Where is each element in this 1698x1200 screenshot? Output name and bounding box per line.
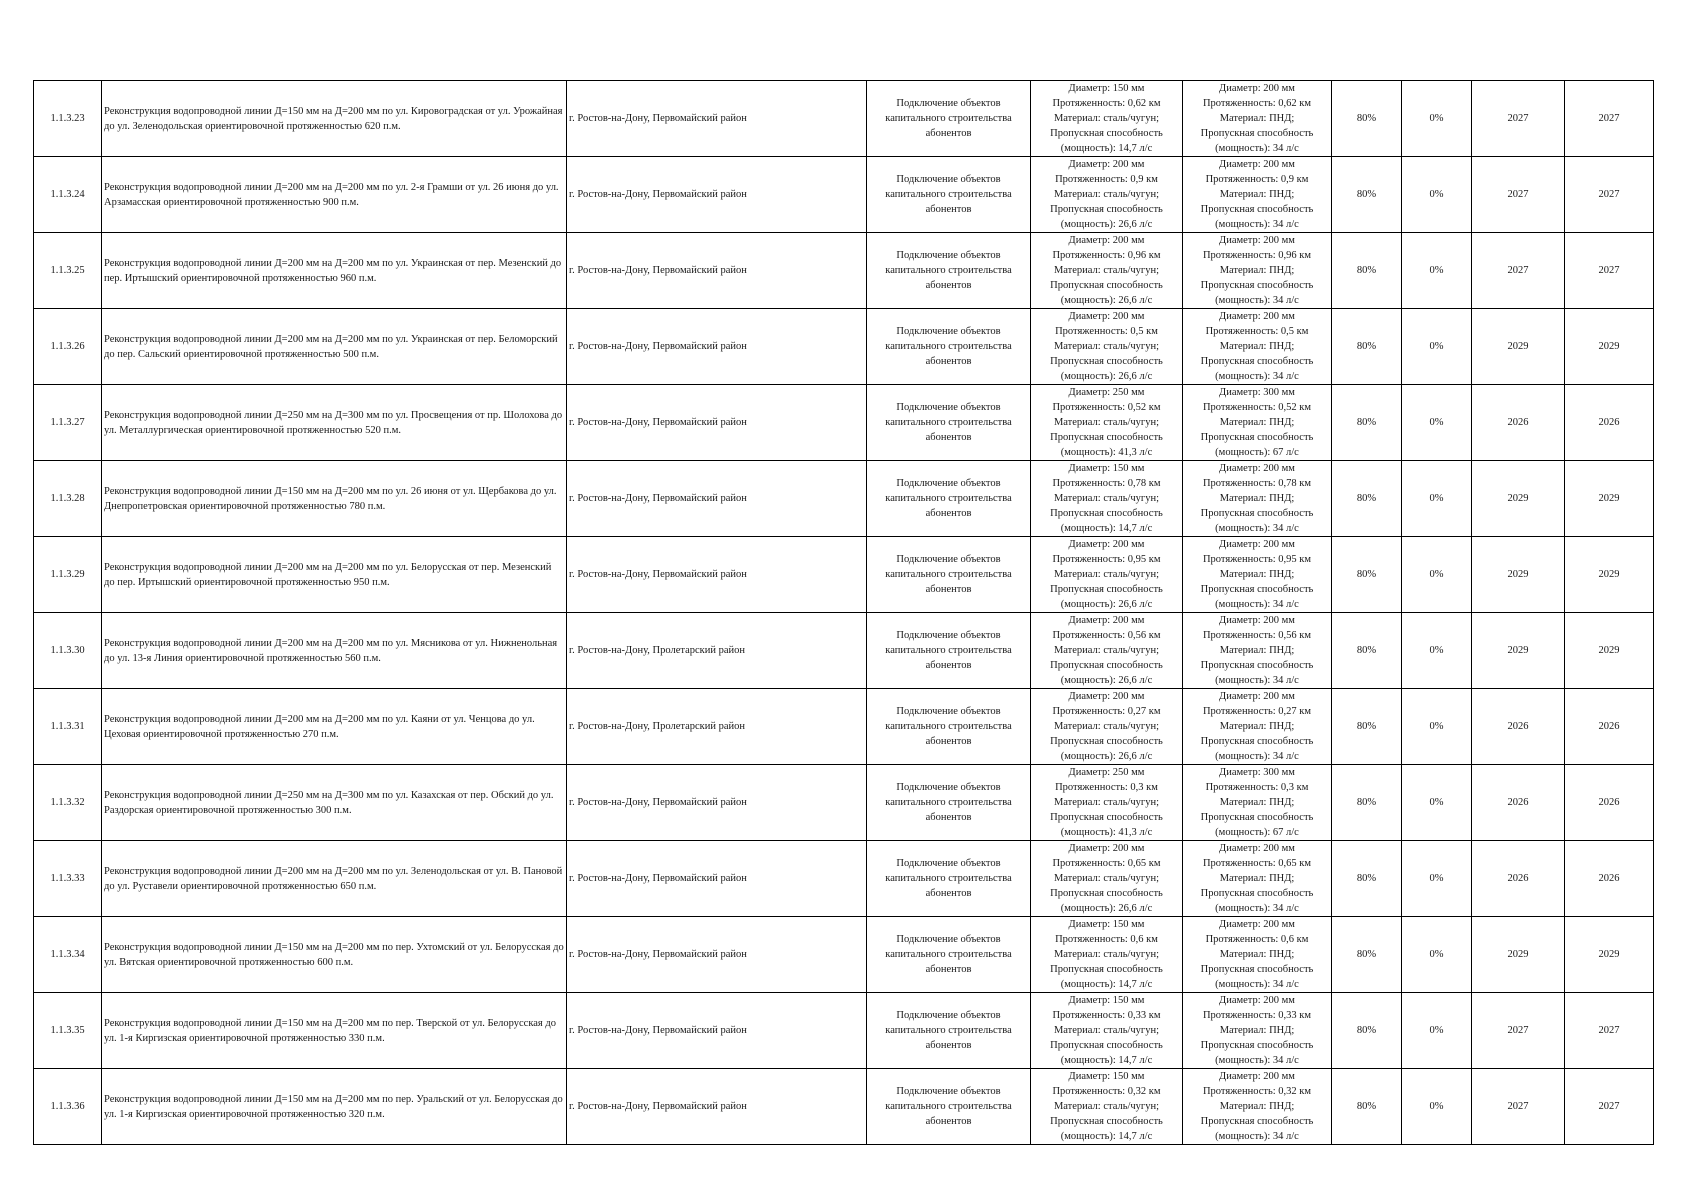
- parameters-after-line: Пропускная способность: [1200, 812, 1314, 823]
- parameters-after-line: Диаметр: 200 мм: [1219, 995, 1295, 1006]
- parameters-before-line: Диаметр: 200 мм: [1068, 843, 1145, 854]
- location-cell: г. Ростов-на-Дону, Первомайский район: [567, 765, 867, 841]
- parameters-before-line: Диаметр: 200 мм: [1068, 539, 1145, 550]
- table-row: [34, 613, 1654, 689]
- parameters-before-line: Диаметр: 200 мм: [1068, 235, 1145, 246]
- parameters-after-cell: [1183, 81, 1332, 157]
- parameters-before-line: Диаметр: 150 мм: [1068, 919, 1145, 930]
- work-description-cell: Реконструкция водопроводной линии Д=200 мм на Д=200 мм по ул. Мясникова от ул. Нижненольная до ул. 13-я Линия ориентировочной протяженностью 560 п.м.: [102, 613, 567, 689]
- parameters-after-line: Материал: ПНД;: [1219, 721, 1295, 732]
- end-year-cell: 2029: [1565, 461, 1654, 537]
- work-description-cell: Реконструкция водопроводной линии Д=250 мм на Д=300 мм по ул. Казахская от пер. Обский до ул. Раздорская ориентировочной протяженностью 300 п.м.: [102, 765, 567, 841]
- work-description-cell: Реконструкция водопроводной линии Д=150 мм на Д=200 мм по пер. Тверской от ул. Белорусская до ул. 1-я Киргизская ориентировочной протяженностью 330 п.м.: [102, 993, 567, 1069]
- table-row: [34, 537, 1654, 613]
- location-cell: г. Ростов-на-Дону, Первомайский район: [567, 157, 867, 233]
- work-description-cell: Реконструкция водопроводной линии Д=250 мм на Д=300 мм по ул. Просвещения от пр. Шолохова до ул. Металлургическая ориентировочной протяженностью 520 п.м.: [102, 385, 567, 461]
- parameters-before-line: (мощность): 41,3 л/с: [1060, 447, 1153, 458]
- parameters-after-line: Материал: ПНД;: [1219, 569, 1295, 580]
- purpose-cell: Подключение объектов капитального строительства абонентов: [867, 385, 1031, 461]
- parameters-after-line: Диаметр: 200 мм: [1219, 463, 1295, 474]
- parameters-after-line: Материал: ПНД;: [1219, 1025, 1295, 1036]
- table-row: [34, 81, 1654, 157]
- purpose-cell: Подключение объектов капитального строительства абонентов: [867, 157, 1031, 233]
- parameters-after-line: Протяженность: 0,78 км: [1202, 478, 1312, 489]
- table-row: [34, 993, 1654, 1069]
- parameters-before-line: Протяженность: 0,56 км: [1052, 630, 1161, 641]
- parameters-before-line: Пропускная способность: [1050, 128, 1163, 139]
- parameters-after-line: (мощность): 34 л/с: [1215, 143, 1299, 154]
- parameters-after-line: Диаметр: 200 мм: [1219, 1071, 1295, 1082]
- start-year-cell: 2029: [1472, 917, 1565, 993]
- parameters-after-cell: [1183, 841, 1332, 917]
- start-year-cell: 2026: [1472, 385, 1565, 461]
- parameters-after-line: Пропускная способность: [1200, 736, 1314, 747]
- parameters-before-line: (мощность): 26,6 л/с: [1060, 751, 1153, 762]
- parameters-before-line: Материал: сталь/чугун;: [1053, 645, 1160, 656]
- wear-before-cell: 80%: [1332, 1069, 1402, 1145]
- parameters-after-line: Пропускная способность: [1200, 964, 1314, 975]
- purpose-cell: Подключение объектов капитального строительства абонентов: [867, 537, 1031, 613]
- parameters-before-line: Протяженность: 0,96 км: [1052, 250, 1161, 261]
- table-row: [34, 157, 1654, 233]
- parameters-before-line: Протяженность: 0,62 км: [1052, 98, 1161, 109]
- wear-before-cell: 80%: [1332, 385, 1402, 461]
- wear-after-cell: 0%: [1402, 81, 1472, 157]
- parameters-after-line: (мощность): 34 л/с: [1215, 979, 1299, 990]
- purpose-cell: Подключение объектов капитального строительства абонентов: [867, 1069, 1031, 1145]
- start-year-cell: 2027: [1472, 233, 1565, 309]
- parameters-after-line: (мощность): 34 л/с: [1215, 751, 1299, 762]
- table-row: [34, 1069, 1654, 1145]
- parameters-before-line: (мощность): 14,7 л/с: [1060, 523, 1153, 534]
- purpose-cell: Подключение объектов капитального строительства абонентов: [867, 461, 1031, 537]
- start-year-cell: 2029: [1472, 537, 1565, 613]
- parameters-before-line: (мощность): 14,7 л/с: [1060, 1131, 1153, 1142]
- parameters-before-cell: [1031, 917, 1183, 993]
- wear-after-cell: 0%: [1402, 993, 1472, 1069]
- end-year-cell: 2029: [1565, 917, 1654, 993]
- parameters-before-line: Пропускная способность: [1050, 280, 1163, 291]
- parameters-before-line: Материал: сталь/чугун;: [1053, 797, 1160, 808]
- item-number-cell: 1.1.3.24: [34, 157, 102, 233]
- parameters-after-line: Материал: ПНД;: [1219, 493, 1295, 504]
- wear-before-cell: 80%: [1332, 309, 1402, 385]
- parameters-after-cell: [1183, 1069, 1332, 1145]
- work-description-cell: Реконструкция водопроводной линии Д=200 мм на Д=200 мм по ул. Украинская от пер. Мезенский до пер. Иртышский ориентировочной протяженностью 960 п.м.: [102, 233, 567, 309]
- parameters-before-line: Диаметр: 200 мм: [1068, 691, 1145, 702]
- end-year-cell: 2027: [1565, 233, 1654, 309]
- wear-after-cell: 0%: [1402, 689, 1472, 765]
- wear-after-cell: 0%: [1402, 157, 1472, 233]
- investment-program-table: [33, 80, 1654, 1145]
- parameters-before-cell: [1031, 157, 1183, 233]
- table-row: [34, 233, 1654, 309]
- parameters-before-cell: [1031, 385, 1183, 461]
- parameters-before-line: (мощность): 14,7 л/с: [1060, 143, 1153, 154]
- parameters-after-line: Материал: ПНД;: [1219, 873, 1295, 884]
- wear-before-cell: 80%: [1332, 765, 1402, 841]
- parameters-after-line: Протяженность: 0,32 км: [1202, 1086, 1312, 1097]
- parameters-before-line: Пропускная способность: [1050, 660, 1163, 671]
- parameters-after-line: (мощность): 34 л/с: [1215, 219, 1299, 230]
- item-number-cell: 1.1.3.31: [34, 689, 102, 765]
- parameters-after-line: Диаметр: 200 мм: [1219, 691, 1295, 702]
- purpose-cell: Подключение объектов капитального строительства абонентов: [867, 765, 1031, 841]
- parameters-before-cell: [1031, 537, 1183, 613]
- end-year-cell: 2027: [1565, 81, 1654, 157]
- wear-after-cell: 0%: [1402, 461, 1472, 537]
- wear-before-cell: 80%: [1332, 81, 1402, 157]
- location-cell: г. Ростов-на-Дону, Первомайский район: [567, 537, 867, 613]
- parameters-before-line: Протяженность: 0,52 км: [1052, 402, 1161, 413]
- parameters-after-line: Протяженность: 0,96 км: [1202, 250, 1312, 261]
- parameters-after-line: Пропускная способность: [1200, 1116, 1314, 1127]
- table-row: [34, 841, 1654, 917]
- location-cell: г. Ростов-на-Дону, Первомайский район: [567, 309, 867, 385]
- start-year-cell: 2027: [1472, 81, 1565, 157]
- parameters-before-line: Материал: сталь/чугун;: [1053, 873, 1160, 884]
- location-cell: г. Ростов-на-Дону, Первомайский район: [567, 461, 867, 537]
- parameters-before-line: Диаметр: 150 мм: [1068, 463, 1145, 474]
- wear-after-cell: 0%: [1402, 917, 1472, 993]
- parameters-after-line: Протяженность: 0,56 км: [1202, 630, 1312, 641]
- parameters-after-line: (мощность): 67 л/с: [1215, 447, 1299, 458]
- parameters-before-line: Протяженность: 0,3 км: [1055, 782, 1158, 793]
- parameters-after-line: Диаметр: 200 мм: [1219, 615, 1295, 626]
- parameters-before-cell: [1031, 81, 1183, 157]
- parameters-before-line: (мощность): 26,6 л/с: [1060, 599, 1153, 610]
- parameters-before-line: Диаметр: 200 мм: [1068, 311, 1145, 322]
- parameters-before-line: Диаметр: 150 мм: [1068, 83, 1145, 94]
- parameters-after-line: Пропускная способность: [1200, 356, 1314, 367]
- start-year-cell: 2027: [1472, 993, 1565, 1069]
- start-year-cell: 2027: [1472, 1069, 1565, 1145]
- parameters-before-cell: [1031, 461, 1183, 537]
- work-description-cell: Реконструкция водопроводной линии Д=150 мм на Д=200 мм по ул. 26 июня от ул. Щербакова до ул. Днепропетровская ориентировочной протяженностью 780 п.м.: [102, 461, 567, 537]
- item-number-cell: 1.1.3.28: [34, 461, 102, 537]
- purpose-cell: Подключение объектов капитального строительства абонентов: [867, 993, 1031, 1069]
- parameters-after-line: Пропускная способность: [1200, 280, 1314, 291]
- parameters-after-cell: [1183, 613, 1332, 689]
- parameters-before-line: Пропускная способность: [1050, 432, 1163, 443]
- parameters-after-cell: [1183, 157, 1332, 233]
- wear-before-cell: 80%: [1332, 917, 1402, 993]
- parameters-before-line: (мощность): 14,7 л/с: [1060, 979, 1153, 990]
- parameters-after-line: Протяженность: 0,95 км: [1202, 554, 1312, 565]
- purpose-cell: Подключение объектов капитального строительства абонентов: [867, 917, 1031, 993]
- parameters-after-line: (мощность): 34 л/с: [1215, 675, 1299, 686]
- item-number-cell: 1.1.3.35: [34, 993, 102, 1069]
- parameters-after-line: Диаметр: 300 мм: [1219, 387, 1295, 398]
- parameters-after-line: Протяженность: 0,9 км: [1205, 174, 1309, 185]
- parameters-after-line: Протяженность: 0,5 км: [1205, 326, 1309, 337]
- location-cell: г. Ростов-на-Дону, Первомайский район: [567, 385, 867, 461]
- table-row: [34, 765, 1654, 841]
- parameters-before-line: Протяженность: 0,95 км: [1052, 554, 1161, 565]
- parameters-after-line: Диаметр: 200 мм: [1219, 919, 1295, 930]
- wear-before-cell: 80%: [1332, 689, 1402, 765]
- parameters-before-line: Материал: сталь/чугун;: [1053, 493, 1160, 504]
- parameters-after-line: Протяженность: 0,65 км: [1202, 858, 1312, 869]
- item-number-cell: 1.1.3.30: [34, 613, 102, 689]
- parameters-before-line: Диаметр: 150 мм: [1068, 995, 1145, 1006]
- parameters-before-line: Протяженность: 0,6 км: [1055, 934, 1158, 945]
- parameters-after-line: Материал: ПНД;: [1219, 797, 1295, 808]
- parameters-before-line: (мощность): 26,6 л/с: [1060, 295, 1153, 306]
- end-year-cell: 2026: [1565, 385, 1654, 461]
- parameters-before-line: Диаметр: 150 мм: [1068, 1071, 1145, 1082]
- parameters-before-line: Пропускная способность: [1050, 1040, 1163, 1051]
- parameters-before-line: Пропускная способность: [1050, 508, 1163, 519]
- parameters-before-cell: [1031, 613, 1183, 689]
- wear-before-cell: 80%: [1332, 233, 1402, 309]
- end-year-cell: 2027: [1565, 157, 1654, 233]
- start-year-cell: 2026: [1472, 841, 1565, 917]
- parameters-before-cell: [1031, 1069, 1183, 1145]
- parameters-before-line: Протяженность: 0,9 км: [1055, 174, 1158, 185]
- start-year-cell: 2029: [1472, 613, 1565, 689]
- parameters-before-line: Материал: сталь/чугун;: [1053, 569, 1160, 580]
- parameters-before-line: Материал: сталь/чугун;: [1053, 265, 1160, 276]
- wear-after-cell: 0%: [1402, 841, 1472, 917]
- parameters-after-cell: [1183, 461, 1332, 537]
- parameters-before-line: Материал: сталь/чугун;: [1053, 417, 1160, 428]
- parameters-after-line: Протяженность: 0,27 км: [1202, 706, 1312, 717]
- parameters-after-line: Протяженность: 0,62 км: [1202, 98, 1312, 109]
- parameters-after-line: (мощность): 34 л/с: [1215, 903, 1299, 914]
- parameters-after-line: Пропускная способность: [1200, 1040, 1314, 1051]
- start-year-cell: 2027: [1472, 157, 1565, 233]
- parameters-after-cell: [1183, 537, 1332, 613]
- location-cell: г. Ростов-на-Дону, Первомайский район: [567, 993, 867, 1069]
- work-description-cell: Реконструкция водопроводной линии Д=200 мм на Д=200 мм по ул. Белорусская от пер. Мезенский до пер. Иртышский ориентировочной протяженностью 950 п.м.: [102, 537, 567, 613]
- parameters-after-line: Пропускная способность: [1200, 432, 1314, 443]
- parameters-before-line: Пропускная способность: [1050, 736, 1163, 747]
- parameters-before-line: Материал: сталь/чугун;: [1053, 189, 1160, 200]
- parameters-after-line: Протяженность: 0,52 км: [1202, 402, 1312, 413]
- parameters-before-line: (мощность): 41,3 л/с: [1060, 827, 1153, 838]
- wear-after-cell: 0%: [1402, 537, 1472, 613]
- end-year-cell: 2027: [1565, 993, 1654, 1069]
- wear-after-cell: 0%: [1402, 1069, 1472, 1145]
- parameters-after-line: Диаметр: 200 мм: [1219, 159, 1295, 170]
- parameters-after-line: Протяженность: 0,33 км: [1202, 1010, 1312, 1021]
- parameters-before-line: Материал: сталь/чугун;: [1053, 113, 1160, 124]
- item-number-cell: 1.1.3.32: [34, 765, 102, 841]
- table-row: [34, 917, 1654, 993]
- work-description-cell: Реконструкция водопроводной линии Д=200 мм на Д=200 мм по ул. Каяни от ул. Ченцова до ул. Цеховая ориентировочной протяженностью 270 п.м.: [102, 689, 567, 765]
- parameters-before-line: Диаметр: 250 мм: [1068, 387, 1145, 398]
- item-number-cell: 1.1.3.25: [34, 233, 102, 309]
- purpose-cell: Подключение объектов капитального строительства абонентов: [867, 309, 1031, 385]
- parameters-after-line: (мощность): 34 л/с: [1215, 371, 1299, 382]
- end-year-cell: 2026: [1565, 841, 1654, 917]
- parameters-after-line: Пропускная способность: [1200, 660, 1314, 671]
- end-year-cell: 2026: [1565, 765, 1654, 841]
- parameters-before-line: Протяженность: 0,5 км: [1055, 326, 1158, 337]
- end-year-cell: 2026: [1565, 689, 1654, 765]
- parameters-after-line: Диаметр: 200 мм: [1219, 83, 1295, 94]
- wear-before-cell: 80%: [1332, 841, 1402, 917]
- parameters-after-line: Пропускная способность: [1200, 204, 1314, 215]
- parameters-after-line: Протяженность: 0,3 км: [1205, 782, 1309, 793]
- wear-before-cell: 80%: [1332, 461, 1402, 537]
- parameters-before-cell: [1031, 233, 1183, 309]
- parameters-after-line: Пропускная способность: [1200, 508, 1314, 519]
- parameters-after-line: Диаметр: 200 мм: [1219, 843, 1295, 854]
- parameters-after-cell: [1183, 309, 1332, 385]
- parameters-before-line: Диаметр: 250 мм: [1068, 767, 1145, 778]
- parameters-before-line: (мощность): 26,6 л/с: [1060, 675, 1153, 686]
- parameters-before-line: Протяженность: 0,65 км: [1052, 858, 1161, 869]
- location-cell: г. Ростов-на-Дону, Пролетарский район: [567, 689, 867, 765]
- parameters-before-line: (мощность): 14,7 л/с: [1060, 1055, 1153, 1066]
- parameters-before-line: (мощность): 26,6 л/с: [1060, 371, 1153, 382]
- location-cell: г. Ростов-на-Дону, Первомайский район: [567, 1069, 867, 1145]
- item-number-cell: 1.1.3.34: [34, 917, 102, 993]
- parameters-after-line: Материал: ПНД;: [1219, 417, 1295, 428]
- wear-before-cell: 80%: [1332, 157, 1402, 233]
- parameters-before-line: Пропускная способность: [1050, 204, 1163, 215]
- parameters-before-line: Пропускная способность: [1050, 1116, 1163, 1127]
- parameters-after-line: (мощность): 34 л/с: [1215, 295, 1299, 306]
- wear-before-cell: 80%: [1332, 993, 1402, 1069]
- start-year-cell: 2029: [1472, 309, 1565, 385]
- purpose-cell: Подключение объектов капитального строительства абонентов: [867, 613, 1031, 689]
- work-description-cell: Реконструкция водопроводной линии Д=200 мм на Д=200 мм по ул. Украинская от пер. Беломорский до пер. Сальский ориентировочной протяженностью 500 п.м.: [102, 309, 567, 385]
- parameters-after-line: (мощность): 34 л/с: [1215, 1055, 1299, 1066]
- parameters-after-line: Материал: ПНД;: [1219, 189, 1295, 200]
- parameters-after-line: Материал: ПНД;: [1219, 949, 1295, 960]
- table-body: [34, 81, 1654, 1145]
- parameters-after-line: Пропускная способность: [1200, 584, 1314, 595]
- end-year-cell: 2029: [1565, 537, 1654, 613]
- parameters-after-line: (мощность): 34 л/с: [1215, 599, 1299, 610]
- parameters-before-cell: [1031, 993, 1183, 1069]
- parameters-before-line: Диаметр: 200 мм: [1068, 615, 1145, 626]
- item-number-cell: 1.1.3.29: [34, 537, 102, 613]
- parameters-before-cell: [1031, 841, 1183, 917]
- purpose-cell: Подключение объектов капитального строительства абонентов: [867, 233, 1031, 309]
- parameters-after-line: (мощность): 67 л/с: [1215, 827, 1299, 838]
- parameters-after-line: Протяженность: 0,6 км: [1205, 934, 1309, 945]
- end-year-cell: 2029: [1565, 309, 1654, 385]
- wear-before-cell: 80%: [1332, 613, 1402, 689]
- wear-after-cell: 0%: [1402, 613, 1472, 689]
- parameters-after-line: Пропускная способность: [1200, 128, 1314, 139]
- parameters-after-line: Диаметр: 200 мм: [1219, 311, 1295, 322]
- end-year-cell: 2029: [1565, 613, 1654, 689]
- location-cell: г. Ростов-на-Дону, Первомайский район: [567, 841, 867, 917]
- parameters-after-line: (мощность): 34 л/с: [1215, 1131, 1299, 1142]
- parameters-after-line: Диаметр: 200 мм: [1219, 539, 1295, 550]
- parameters-after-line: Диаметр: 200 мм: [1219, 235, 1295, 246]
- work-description-cell: Реконструкция водопроводной линии Д=200 мм на Д=200 мм по ул. 2-я Грамши от ул. 26 июня до ул. Арзамасская ориентировочной протяженностью 900 п.м.: [102, 157, 567, 233]
- wear-after-cell: 0%: [1402, 309, 1472, 385]
- purpose-cell: Подключение объектов капитального строительства абонентов: [867, 689, 1031, 765]
- parameters-after-cell: [1183, 233, 1332, 309]
- work-description-cell: Реконструкция водопроводной линии Д=150 мм на Д=200 мм по ул. Кировоградская от ул. Урожайная до ул. Зеленодольская ориентировочной протяженностью 620 п.м.: [102, 81, 567, 157]
- parameters-before-line: Пропускная способность: [1050, 584, 1163, 595]
- parameters-after-cell: [1183, 765, 1332, 841]
- parameters-after-line: Диаметр: 300 мм: [1219, 767, 1295, 778]
- parameters-after-line: (мощность): 34 л/с: [1215, 523, 1299, 534]
- parameters-before-line: Диаметр: 200 мм: [1068, 159, 1145, 170]
- table-row: [34, 385, 1654, 461]
- wear-after-cell: 0%: [1402, 233, 1472, 309]
- parameters-before-line: Пропускная способность: [1050, 888, 1163, 899]
- wear-after-cell: 0%: [1402, 385, 1472, 461]
- parameters-after-line: Пропускная способность: [1200, 888, 1314, 899]
- location-cell: г. Ростов-на-Дону, Первомайский район: [567, 81, 867, 157]
- parameters-before-cell: [1031, 309, 1183, 385]
- work-description-cell: Реконструкция водопроводной линии Д=150 мм на Д=200 мм по пер. Ухтомский от ул. Белорусская до ул. Вятская ориентировочной протяженностью 600 п.м.: [102, 917, 567, 993]
- table-row: [34, 461, 1654, 537]
- item-number-cell: 1.1.3.33: [34, 841, 102, 917]
- table-row: [34, 689, 1654, 765]
- parameters-before-line: Протяженность: 0,78 км: [1052, 478, 1161, 489]
- parameters-after-cell: [1183, 385, 1332, 461]
- location-cell: г. Ростов-на-Дону, Первомайский район: [567, 233, 867, 309]
- parameters-before-line: Протяженность: 0,32 км: [1052, 1086, 1161, 1097]
- start-year-cell: 2026: [1472, 689, 1565, 765]
- item-number-cell: 1.1.3.23: [34, 81, 102, 157]
- parameters-after-cell: [1183, 993, 1332, 1069]
- parameters-before-line: Протяженность: 0,27 км: [1052, 706, 1161, 717]
- end-year-cell: 2027: [1565, 1069, 1654, 1145]
- item-number-cell: 1.1.3.27: [34, 385, 102, 461]
- parameters-before-line: Пропускная способность: [1050, 356, 1163, 367]
- parameters-after-line: Материал: ПНД;: [1219, 265, 1295, 276]
- parameters-before-line: (мощность): 26,6 л/с: [1060, 903, 1153, 914]
- parameters-after-line: Материал: ПНД;: [1219, 113, 1295, 124]
- parameters-after-line: Материал: ПНД;: [1219, 1101, 1295, 1112]
- parameters-after-cell: [1183, 917, 1332, 993]
- parameters-before-line: (мощность): 26,6 л/с: [1060, 219, 1153, 230]
- purpose-cell: Подключение объектов капитального строительства абонентов: [867, 841, 1031, 917]
- parameters-before-line: Протяженность: 0,33 км: [1052, 1010, 1161, 1021]
- parameters-after-line: Материал: ПНД;: [1219, 341, 1295, 352]
- parameters-before-line: Материал: сталь/чугун;: [1053, 1025, 1160, 1036]
- location-cell: г. Ростов-на-Дону, Пролетарский район: [567, 613, 867, 689]
- start-year-cell: 2026: [1472, 765, 1565, 841]
- parameters-before-cell: [1031, 765, 1183, 841]
- parameters-after-line: Материал: ПНД;: [1219, 645, 1295, 656]
- parameters-before-line: Пропускная способность: [1050, 964, 1163, 975]
- parameters-after-cell: [1183, 689, 1332, 765]
- item-number-cell: 1.1.3.36: [34, 1069, 102, 1145]
- parameters-before-line: Пропускная способность: [1050, 812, 1163, 823]
- work-description-cell: Реконструкция водопроводной линии Д=150 мм на Д=200 мм по пер. Уральский от ул. Белорусская до ул. 1-я Киргизская ориентировочной протяженностью 320 п.м.: [102, 1069, 567, 1145]
- start-year-cell: 2029: [1472, 461, 1565, 537]
- wear-before-cell: 80%: [1332, 537, 1402, 613]
- parameters-before-cell: [1031, 689, 1183, 765]
- parameters-before-line: Материал: сталь/чугун;: [1053, 341, 1160, 352]
- parameters-before-line: Материал: сталь/чугун;: [1053, 1101, 1160, 1112]
- parameters-before-line: Материал: сталь/чугун;: [1053, 721, 1160, 732]
- table-row: [34, 309, 1654, 385]
- item-number-cell: 1.1.3.26: [34, 309, 102, 385]
- parameters-before-line: Материал: сталь/чугун;: [1053, 949, 1160, 960]
- purpose-cell: Подключение объектов капитального строительства абонентов: [867, 81, 1031, 157]
- wear-after-cell: 0%: [1402, 765, 1472, 841]
- location-cell: г. Ростов-на-Дону, Первомайский район: [567, 917, 867, 993]
- work-description-cell: Реконструкция водопроводной линии Д=200 мм на Д=200 мм по ул. Зеленодольская от ул. В. Пановой до ул. Руставели ориентировочной протяженностью 650 п.м.: [102, 841, 567, 917]
